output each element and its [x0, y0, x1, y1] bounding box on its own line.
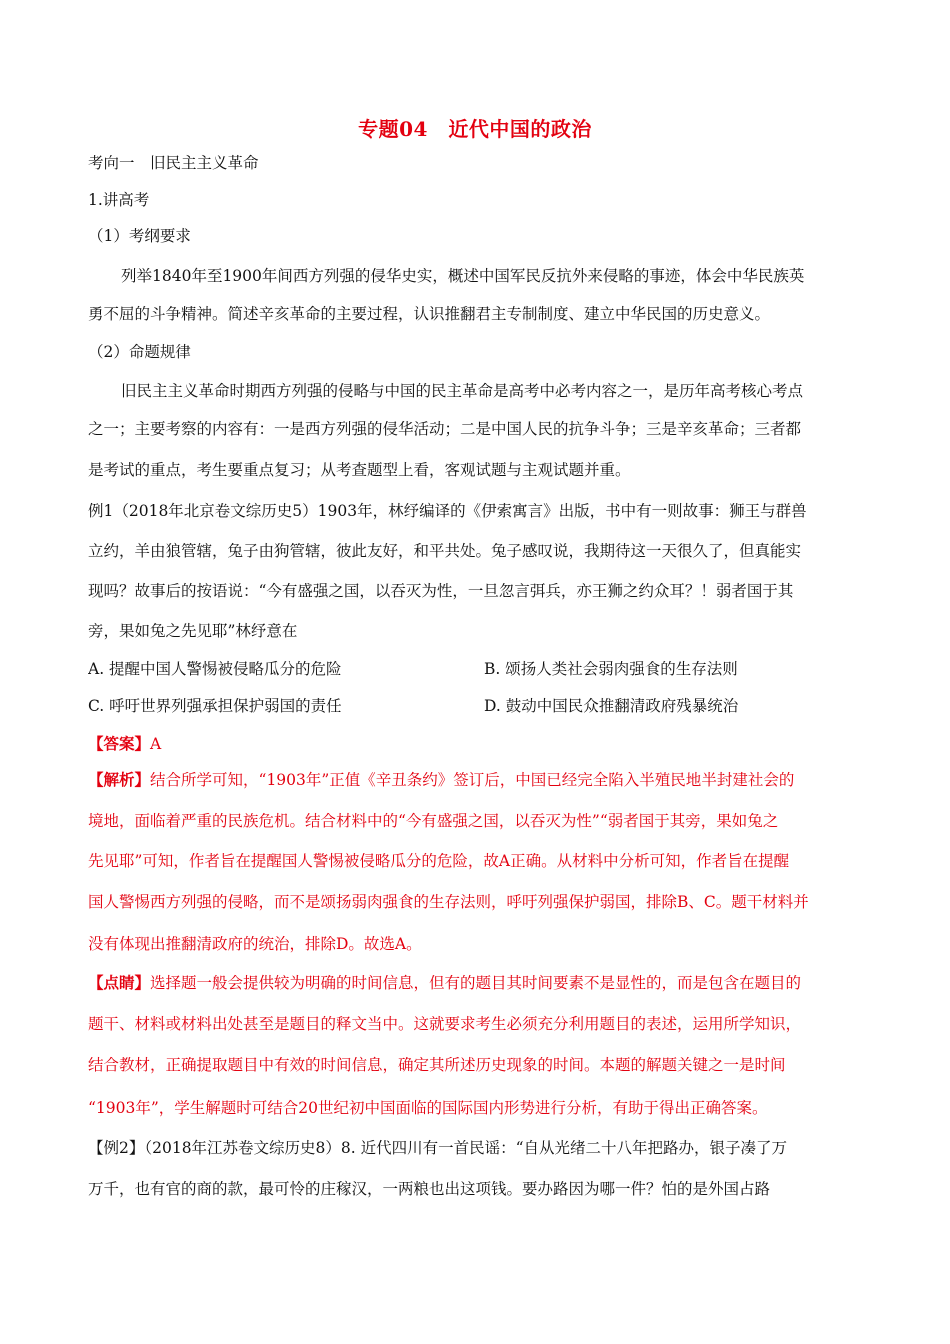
example2-line: 【例2】（2018年江苏卷文综历史8）8. 近代四川有一首民谣：“自从光绪二十八年把路办，银子凑了万: [88, 1139, 788, 1157]
tip-text: 选择题一般会提供较为明确的时间信息，但有的题目其时间要素不是显性的，而是包含在题目的: [150, 974, 802, 992]
analysis-line: 国人警惕西方列强的侵略，而不是颂扬弱肉强食的生存法则，呼吁列强保护弱国，排除B、C。题干材料并: [88, 893, 809, 911]
options-row-cd: [88, 695, 878, 717]
tip-line: 结合教材，正确提取题目中有效的时间信息，确定其所述历史现象的时间。本题的解题关键之一是时间: [88, 1056, 786, 1074]
options-row-ab: [88, 658, 878, 680]
requirement-line: 勇不屈的斗争精神。简述辛亥革命的主要过程，认识推翻君主专制制度、建立中华民国的历史意义。: [88, 305, 771, 323]
example1-line: 立约，羊由狼管辖，兔子由狗管辖，彼此友好，和平共处。兔子感叹说，我期待这一天很久了，但真能实: [88, 542, 802, 560]
tip-line: “1903年”，学生解题时可结合20世纪初中国面临的国际国内形势进行分析，有助于得出正确答案。: [88, 1099, 768, 1117]
answer-line: [88, 733, 878, 755]
rule-line: 之一；主要考察的内容有：一是西方列强的侵华活动；二是中国人民的抗争斗争；三是辛亥革命；三者都: [88, 420, 802, 438]
analysis-line: 先见耶”可知，作者旨在提醒国人警惕被侵略瓜分的危险，故A正确。从材料中分析可知，作者旨在提醒: [88, 852, 790, 870]
tip-line: [88, 972, 878, 994]
example2-line: 万千，也有官的商的款，最可怜的庄稼汉，一两粮也出这项钱。要办路因为哪一件？怕的是外国占路: [88, 1180, 771, 1198]
option-a: A. 提醒中国人警惕被侵略瓜分的危险: [88, 660, 342, 678]
analysis-text: 结合所学可知，“1903年”正值《辛丑条约》签订后，中国已经完全陷入半殖民地半封建社会的: [150, 771, 795, 789]
option-d: D. 鼓动中国民众推翻清政府残暴统治: [484, 697, 739, 715]
example1-line: 旁，果如兔之先见耶”林纾意在: [88, 622, 298, 640]
tip-tag: 【点睛】: [88, 973, 151, 992]
option-b: B. 颂扬人类社会弱肉强食的生存法则: [484, 660, 738, 678]
subheading-mingti: （2）命题规律: [88, 343, 191, 361]
answer-value: A: [150, 735, 162, 753]
rule-line: 旧民主主义革命时期西方列强的侵略与中国的民主革命是高考中必考内容之一，是历年高考核心考点: [121, 382, 804, 400]
analysis-tag: 【解析】: [88, 770, 151, 789]
subheading-jiang-gaokao: 1.讲高考: [88, 191, 150, 209]
tip-line: 题干、材料或材料出处甚至是题目的释文当中。这就要求考生必须充分利用题目的表述，运用所学知识，: [88, 1015, 802, 1033]
example1-line: 现吗？故事后的按语说：“今有盛强之国，以吞灭为性，一旦忽言弭兵，亦王狮之约众耳？！弱者国于其: [88, 582, 794, 600]
analysis-line: [88, 769, 878, 791]
example1-line: 例1（2018年北京卷文综历史5）1903年，林纾编译的《伊索寓言》出版，书中有一则故事：狮王与群兽: [88, 502, 807, 520]
analysis-line: 境地，面临着严重的民族危机。结合材料中的“今有盛强之国，以吞灭为性”“弱者国于其旁，果如兔之: [88, 812, 779, 830]
rule-line: 是考试的重点，考生要重点复习；从考查题型上看，客观试题与主观试题并重。: [88, 461, 631, 479]
document-title: 专题04 近代中国的政治: [358, 117, 592, 141]
answer-tag: 【答案】: [88, 734, 151, 753]
subheading-kaogang: （1）考纲要求: [88, 227, 191, 245]
analysis-line: 没有体现出推翻清政府的统治，排除D。故选A。: [88, 935, 422, 953]
section-heading: 考向一 旧民主主义革命: [88, 154, 259, 172]
requirement-line: 列举1840年至1900年间西方列强的侵华史实，概述中国军民反抗外来侵略的事迹，体会中华民族英: [121, 267, 805, 285]
option-c: C. 呼吁世界列强承担保护弱国的责任: [88, 697, 342, 715]
